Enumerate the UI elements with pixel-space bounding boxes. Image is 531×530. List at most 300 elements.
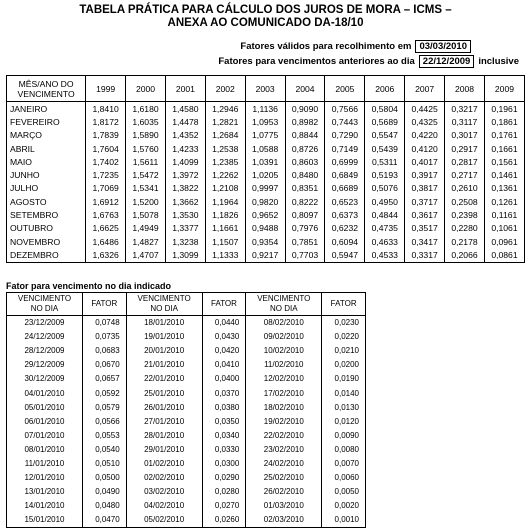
due-date-cell: 03/02/2010 xyxy=(126,485,202,499)
due-row xyxy=(7,401,366,415)
rates-value-cell: 0,6689 xyxy=(325,182,365,195)
fatores-anteriores-label: Fatores para vencimentos anteriores ao dia xyxy=(218,56,415,67)
rates-row xyxy=(7,182,525,195)
due-fator-cell: 0,0230 xyxy=(322,316,366,331)
rates-value-cell: 1,5078 xyxy=(126,208,166,221)
rates-value-cell: 0,3917 xyxy=(405,168,445,181)
rates-header-year: 2007 xyxy=(405,76,445,102)
rates-value-cell: 0,1161 xyxy=(484,208,524,221)
rates-value-cell: 0,7566 xyxy=(325,102,365,116)
rates-value-cell: 0,2817 xyxy=(445,155,485,168)
rates-value-cell: 0,2066 xyxy=(445,248,485,262)
due-fator-cell: 0,0370 xyxy=(202,386,246,400)
due-fator-cell: 0,0010 xyxy=(322,513,366,528)
rates-month-cell: FEVEREIRO xyxy=(7,115,86,128)
due-date-cell: 11/01/2010 xyxy=(7,457,83,471)
rates-header-row xyxy=(7,76,525,102)
due-row xyxy=(7,429,366,443)
rates-value-cell: 0,5439 xyxy=(365,142,405,155)
rates-value-cell: 1,2946 xyxy=(205,102,245,116)
rates-month-cell: OUTUBRO xyxy=(7,222,86,235)
due-date-cell: 13/01/2010 xyxy=(7,485,83,499)
rates-value-cell: 0,4844 xyxy=(365,208,405,221)
due-row xyxy=(7,513,366,528)
rates-value-cell: 1,3662 xyxy=(165,195,205,208)
rates-header-year: 2003 xyxy=(245,76,285,102)
due-date-cell: 25/02/2010 xyxy=(246,471,322,485)
due-row xyxy=(7,443,366,457)
rates-value-cell: 0,5804 xyxy=(365,102,405,116)
rates-value-cell: 0,1861 xyxy=(484,115,524,128)
due-fator-cell: 0,0290 xyxy=(202,471,246,485)
due-header-row xyxy=(7,293,366,316)
due-row xyxy=(7,386,366,400)
due-fator-cell: 0,0140 xyxy=(322,386,366,400)
rates-header-year: 2004 xyxy=(285,76,325,102)
rates-value-cell: 1,5341 xyxy=(126,182,166,195)
rates-value-cell: 0,2178 xyxy=(445,235,485,248)
rates-value-cell: 0,7443 xyxy=(325,115,365,128)
due-date-cell: 18/01/2010 xyxy=(126,316,202,331)
rates-value-cell: 0,0861 xyxy=(484,248,524,262)
rates-value-cell: 1,8410 xyxy=(86,102,126,116)
rates-value-cell: 0,3417 xyxy=(405,235,445,248)
rates-value-cell: 1,2108 xyxy=(205,182,245,195)
due-fator-cell: 0,0190 xyxy=(322,372,366,386)
due-date-cell: 28/01/2010 xyxy=(126,429,202,443)
rates-value-cell: 0,4017 xyxy=(405,155,445,168)
rates-value-cell: 0,3017 xyxy=(445,129,485,142)
rates-value-cell: 1,5472 xyxy=(126,168,166,181)
due-fator-cell: 0,0080 xyxy=(322,443,366,457)
due-fator-cell: 0,0683 xyxy=(82,344,126,358)
due-fator-cell: 0,0592 xyxy=(82,386,126,400)
rates-value-cell: 0,5311 xyxy=(365,155,405,168)
rates-value-cell: 1,0588 xyxy=(245,142,285,155)
due-header-venc-line2: NO DIA xyxy=(150,304,178,313)
due-fator-cell: 0,0400 xyxy=(202,372,246,386)
rates-value-cell: 1,0775 xyxy=(245,129,285,142)
rates-value-cell: 0,6094 xyxy=(325,235,365,248)
rates-table xyxy=(6,75,525,263)
due-fator-cell: 0,0430 xyxy=(202,330,246,344)
rates-value-cell: 0,6232 xyxy=(325,222,365,235)
rates-value-cell: 0,1261 xyxy=(484,195,524,208)
due-header-venc xyxy=(126,293,202,316)
due-row xyxy=(7,330,366,344)
due-fator-cell: 0,0350 xyxy=(202,415,246,429)
rates-row xyxy=(7,222,525,235)
rates-value-cell: 0,5193 xyxy=(365,168,405,181)
due-header-venc-line1: VENCIMENTO xyxy=(17,294,72,303)
rates-value-cell: 1,2538 xyxy=(205,142,245,155)
rates-month-cell: JANEIRO xyxy=(7,102,86,116)
due-date-cell: 04/01/2010 xyxy=(7,386,83,400)
fatores-anteriores-date: 22/12/2009 xyxy=(419,55,475,68)
due-fator-cell: 0,0090 xyxy=(322,429,366,443)
due-row xyxy=(7,415,366,429)
rates-value-cell: 1,0391 xyxy=(245,155,285,168)
rates-value-cell: 1,4099 xyxy=(165,155,205,168)
rates-value-cell: 1,2262 xyxy=(205,168,245,181)
rates-header-year: 2009 xyxy=(484,76,524,102)
due-date-cell: 07/01/2010 xyxy=(7,429,83,443)
rates-value-cell: 0,3717 xyxy=(405,195,445,208)
due-header-venc-line1: VENCIMENTO xyxy=(137,294,191,303)
rates-value-cell: 0,6999 xyxy=(325,155,365,168)
rates-value-cell: 0,3217 xyxy=(445,102,485,116)
rates-value-cell: 0,2280 xyxy=(445,222,485,235)
rates-value-cell: 0,5547 xyxy=(365,129,405,142)
due-fator-cell: 0,0020 xyxy=(322,499,366,513)
rates-value-cell: 0,8097 xyxy=(285,208,325,221)
due-row xyxy=(7,344,366,358)
rates-value-cell: 1,3822 xyxy=(165,182,205,195)
due-date-cell: 10/02/2010 xyxy=(246,344,322,358)
due-date-cell: 18/02/2010 xyxy=(246,401,322,415)
rates-value-cell: 1,4233 xyxy=(165,142,205,155)
rates-value-cell: 0,6523 xyxy=(325,195,365,208)
rates-value-cell: 0,9997 xyxy=(245,182,285,195)
rates-value-cell: 1,6912 xyxy=(86,195,126,208)
rates-value-cell: 1,0953 xyxy=(245,115,285,128)
rates-row xyxy=(7,168,525,181)
due-fator-cell: 0,0210 xyxy=(322,344,366,358)
rates-value-cell: 1,8172 xyxy=(86,115,126,128)
rates-header-month-line2: VENCIMENTO xyxy=(17,88,75,99)
rates-value-cell: 0,8222 xyxy=(285,195,325,208)
rates-value-cell: 0,4735 xyxy=(365,222,405,235)
rates-value-cell: 1,3099 xyxy=(165,248,205,262)
due-fator-cell: 0,0200 xyxy=(322,358,366,372)
due-date-cell: 24/12/2009 xyxy=(7,330,83,344)
due-date-cell: 29/01/2010 xyxy=(126,443,202,457)
due-row xyxy=(7,372,366,386)
due-fator-cell: 0,0410 xyxy=(202,358,246,372)
rates-value-cell: 0,1661 xyxy=(484,142,524,155)
rates-value-cell: 0,1461 xyxy=(484,168,524,181)
rates-row xyxy=(7,102,525,116)
rates-value-cell: 1,6035 xyxy=(126,115,166,128)
rates-value-cell: 1,3238 xyxy=(165,235,205,248)
rates-value-cell: 1,4949 xyxy=(126,222,166,235)
rates-value-cell: 0,8844 xyxy=(285,129,325,142)
rates-value-cell: 1,5200 xyxy=(126,195,166,208)
due-date-cell: 12/02/2010 xyxy=(246,372,322,386)
due-fator-cell: 0,0270 xyxy=(202,499,246,513)
due-date-cell: 02/03/2010 xyxy=(246,513,322,528)
rates-value-cell: 1,5611 xyxy=(126,155,166,168)
due-fator-cell: 0,0340 xyxy=(202,429,246,443)
rates-value-cell: 1,7604 xyxy=(86,142,126,155)
rates-row xyxy=(7,235,525,248)
rates-value-cell: 0,6373 xyxy=(325,208,365,221)
fatores-validos-line xyxy=(240,40,471,53)
rates-value-cell: 0,1561 xyxy=(484,155,524,168)
rates-value-cell: 0,1061 xyxy=(484,222,524,235)
due-fator-cell: 0,0480 xyxy=(82,499,126,513)
due-date-cell: 08/01/2010 xyxy=(7,443,83,457)
due-fator-cell: 0,0553 xyxy=(82,429,126,443)
fatores-validos-label: Fatores válidos para recolhimento em xyxy=(240,41,412,52)
due-date-cell: 29/12/2009 xyxy=(7,358,83,372)
rates-value-cell: 0,3817 xyxy=(405,182,445,195)
rates-value-cell: 0,6849 xyxy=(325,168,365,181)
fatores-anteriores-line xyxy=(218,55,519,68)
rates-value-cell: 0,2610 xyxy=(445,182,485,195)
rates-value-cell: 0,3317 xyxy=(405,248,445,262)
rates-value-cell: 0,8603 xyxy=(285,155,325,168)
due-date-cell: 25/01/2010 xyxy=(126,386,202,400)
rates-row xyxy=(7,129,525,142)
due-header-fator: FATOR xyxy=(202,293,246,316)
rates-value-cell: 0,7149 xyxy=(325,142,365,155)
rates-value-cell: 1,3530 xyxy=(165,208,205,221)
due-date-cell: 04/02/2010 xyxy=(126,499,202,513)
rates-header-year: 2002 xyxy=(205,76,245,102)
due-row xyxy=(7,316,366,331)
rates-header-year: 1999 xyxy=(86,76,126,102)
rates-value-cell: 0,1761 xyxy=(484,129,524,142)
rates-value-cell: 1,5890 xyxy=(126,129,166,142)
due-fator-cell: 0,0130 xyxy=(322,401,366,415)
due-fator-cell: 0,0300 xyxy=(202,457,246,471)
rates-value-cell: 1,6326 xyxy=(86,248,126,262)
rates-month-cell: JULHO xyxy=(7,182,86,195)
due-date-cell: 22/02/2010 xyxy=(246,429,322,443)
rates-value-cell: 0,4220 xyxy=(405,129,445,142)
due-date-cell: 01/03/2010 xyxy=(246,499,322,513)
rates-value-cell: 0,2717 xyxy=(445,168,485,181)
rates-value-cell: 0,8480 xyxy=(285,168,325,181)
rates-value-cell: 0,8726 xyxy=(285,142,325,155)
fatores-validos-date: 03/03/2010 xyxy=(415,40,471,53)
rates-value-cell: 0,4950 xyxy=(365,195,405,208)
due-date-cell: 12/01/2010 xyxy=(7,471,83,485)
due-row xyxy=(7,485,366,499)
due-header-venc xyxy=(7,293,83,316)
due-fator-cell: 0,0490 xyxy=(82,485,126,499)
due-fator-cell: 0,0440 xyxy=(202,316,246,331)
due-row xyxy=(7,499,366,513)
due-fator-cell: 0,0120 xyxy=(322,415,366,429)
rates-row xyxy=(7,208,525,221)
due-row xyxy=(7,358,366,372)
rates-value-cell: 0,1961 xyxy=(484,102,524,116)
due-date-table xyxy=(6,292,366,528)
rates-value-cell: 0,3517 xyxy=(405,222,445,235)
due-date-cell: 24/02/2010 xyxy=(246,457,322,471)
due-section-title: Fator para vencimento no dia indicado xyxy=(6,281,172,291)
due-fator-cell: 0,0470 xyxy=(82,513,126,528)
rates-value-cell: 0,4533 xyxy=(365,248,405,262)
due-fator-cell: 0,0420 xyxy=(202,344,246,358)
due-date-cell: 23/12/2009 xyxy=(7,316,83,331)
due-fator-cell: 0,0330 xyxy=(202,443,246,457)
due-fator-cell: 0,0050 xyxy=(322,485,366,499)
rates-row xyxy=(7,142,525,155)
due-fator-cell: 0,0070 xyxy=(322,457,366,471)
rates-month-cell: ABRIL xyxy=(7,142,86,155)
rates-value-cell: 0,5076 xyxy=(365,182,405,195)
due-date-cell: 23/02/2010 xyxy=(246,443,322,457)
due-date-cell: 21/01/2010 xyxy=(126,358,202,372)
rates-header-year: 2008 xyxy=(445,76,485,102)
rates-value-cell: 0,3117 xyxy=(445,115,485,128)
rates-header-month-line1: MÊS/ANO DO xyxy=(18,78,74,89)
rates-value-cell: 1,4707 xyxy=(126,248,166,262)
rates-value-cell: 0,7703 xyxy=(285,248,325,262)
due-date-cell: 17/02/2010 xyxy=(246,386,322,400)
due-date-cell: 15/01/2010 xyxy=(7,513,83,528)
due-date-cell: 02/02/2010 xyxy=(126,471,202,485)
rates-value-cell: 0,7976 xyxy=(285,222,325,235)
due-fator-cell: 0,0380 xyxy=(202,401,246,415)
rates-row xyxy=(7,195,525,208)
rates-header-month xyxy=(7,76,86,102)
due-fator-cell: 0,0735 xyxy=(82,330,126,344)
rates-month-cell: MARÇO xyxy=(7,129,86,142)
due-date-cell: 20/01/2010 xyxy=(126,344,202,358)
due-header-venc-line2: NO DIA xyxy=(270,304,298,313)
rates-value-cell: 0,5689 xyxy=(365,115,405,128)
rates-value-cell: 0,5947 xyxy=(325,248,365,262)
due-date-cell: 05/02/2010 xyxy=(126,513,202,528)
rates-value-cell: 1,5760 xyxy=(126,142,166,155)
rates-value-cell: 0,2398 xyxy=(445,208,485,221)
due-date-cell: 26/01/2010 xyxy=(126,401,202,415)
rates-value-cell: 0,9090 xyxy=(285,102,325,116)
due-date-cell: 05/01/2010 xyxy=(7,401,83,415)
rates-value-cell: 1,4580 xyxy=(165,102,205,116)
due-fator-cell: 0,0540 xyxy=(82,443,126,457)
rates-value-cell: 1,1333 xyxy=(205,248,245,262)
due-date-cell: 01/02/2010 xyxy=(126,457,202,471)
rates-value-cell: 0,8351 xyxy=(285,182,325,195)
rates-month-cell: JUNHO xyxy=(7,168,86,181)
rates-month-cell: SETEMBRO xyxy=(7,208,86,221)
due-date-cell: 09/02/2010 xyxy=(246,330,322,344)
rates-value-cell: 0,9652 xyxy=(245,208,285,221)
rates-month-cell: NOVEMBRO xyxy=(7,235,86,248)
rates-value-cell: 0,0961 xyxy=(484,235,524,248)
due-header-venc xyxy=(246,293,322,316)
title-line-1: TABELA PRÁTICA PARA CÁLCULO DOS JUROS DE MORA – ICMS – xyxy=(79,4,452,16)
rates-value-cell: 0,8982 xyxy=(285,115,325,128)
due-date-cell: 26/02/2010 xyxy=(246,485,322,499)
due-date-cell: 14/01/2010 xyxy=(7,499,83,513)
rates-value-cell: 1,3972 xyxy=(165,168,205,181)
rates-value-cell: 1,3377 xyxy=(165,222,205,235)
due-date-cell: 06/01/2010 xyxy=(7,415,83,429)
rates-value-cell: 1,0205 xyxy=(245,168,285,181)
rates-month-cell: AGOSTO xyxy=(7,195,86,208)
due-header-fator: FATOR xyxy=(322,293,366,316)
rates-value-cell: 0,4325 xyxy=(405,115,445,128)
due-fator-cell: 0,0670 xyxy=(82,358,126,372)
title-line-2: ANEXA AO COMUNICADO DA-18/10 xyxy=(167,17,364,29)
rates-value-cell: 1,6763 xyxy=(86,208,126,221)
rates-row xyxy=(7,155,525,168)
due-fator-cell: 0,0566 xyxy=(82,415,126,429)
rates-value-cell: 1,7069 xyxy=(86,182,126,195)
rates-value-cell: 0,7290 xyxy=(325,129,365,142)
due-fator-cell: 0,0260 xyxy=(202,513,246,528)
rates-value-cell: 0,4120 xyxy=(405,142,445,155)
rates-value-cell: 1,7839 xyxy=(86,129,126,142)
rates-value-cell: 1,2385 xyxy=(205,155,245,168)
rates-value-cell: 1,4352 xyxy=(165,129,205,142)
due-date-cell: 08/02/2010 xyxy=(246,316,322,331)
rates-value-cell: 0,7851 xyxy=(285,235,325,248)
rates-value-cell: 1,2684 xyxy=(205,129,245,142)
due-date-cell: 11/02/2010 xyxy=(246,358,322,372)
rates-value-cell: 1,1661 xyxy=(205,222,245,235)
rates-value-cell: 0,1361 xyxy=(484,182,524,195)
due-date-cell: 19/01/2010 xyxy=(126,330,202,344)
rates-value-cell: 1,4478 xyxy=(165,115,205,128)
rates-header-year: 2006 xyxy=(365,76,405,102)
due-fator-cell: 0,0510 xyxy=(82,457,126,471)
due-date-cell: 19/02/2010 xyxy=(246,415,322,429)
due-fator-cell: 0,0220 xyxy=(322,330,366,344)
rates-value-cell: 0,2508 xyxy=(445,195,485,208)
rates-value-cell: 0,9217 xyxy=(245,248,285,262)
due-header-venc-line2: NO DIA xyxy=(30,304,59,313)
rates-value-cell: 1,6486 xyxy=(86,235,126,248)
rates-header-year: 2001 xyxy=(165,76,205,102)
rates-row xyxy=(7,115,525,128)
rates-value-cell: 0,2917 xyxy=(445,142,485,155)
due-header-fator: FATOR xyxy=(82,293,126,316)
rates-month-cell: MAIO xyxy=(7,155,86,168)
due-fator-cell: 0,0500 xyxy=(82,471,126,485)
rates-value-cell: 0,3617 xyxy=(405,208,445,221)
rates-value-cell: 1,6180 xyxy=(126,102,166,116)
rates-value-cell: 1,6625 xyxy=(86,222,126,235)
rates-header-year: 2005 xyxy=(325,76,365,102)
due-fator-cell: 0,0060 xyxy=(322,471,366,485)
due-fator-cell: 0,0657 xyxy=(82,372,126,386)
rates-value-cell: 1,1964 xyxy=(205,195,245,208)
due-date-cell: 30/12/2009 xyxy=(7,372,83,386)
due-fator-cell: 0,0748 xyxy=(82,316,126,331)
rates-value-cell: 0,9820 xyxy=(245,195,285,208)
due-row xyxy=(7,471,366,485)
due-row xyxy=(7,457,366,471)
due-date-cell: 27/01/2010 xyxy=(126,415,202,429)
due-header-venc-line1: VENCIMENTO xyxy=(257,294,311,303)
rates-header-year: 2000 xyxy=(126,76,166,102)
rates-row xyxy=(7,248,525,262)
rates-value-cell: 1,1826 xyxy=(205,208,245,221)
rates-month-cell: DEZEMBRO xyxy=(7,248,86,262)
due-fator-cell: 0,0280 xyxy=(202,485,246,499)
due-fator-cell: 0,0579 xyxy=(82,401,126,415)
due-date-cell: 28/12/2009 xyxy=(7,344,83,358)
rates-value-cell: 1,1136 xyxy=(245,102,285,116)
rates-value-cell: 0,9488 xyxy=(245,222,285,235)
rates-value-cell: 0,9354 xyxy=(245,235,285,248)
due-date-cell: 22/01/2010 xyxy=(126,372,202,386)
rates-value-cell: 0,4425 xyxy=(405,102,445,116)
rates-value-cell: 1,7235 xyxy=(86,168,126,181)
rates-value-cell: 1,4827 xyxy=(126,235,166,248)
rates-value-cell: 1,7402 xyxy=(86,155,126,168)
rates-value-cell: 1,2821 xyxy=(205,115,245,128)
rates-value-cell: 0,4633 xyxy=(365,235,405,248)
fatores-anteriores-suffix: inclusive xyxy=(478,56,519,67)
